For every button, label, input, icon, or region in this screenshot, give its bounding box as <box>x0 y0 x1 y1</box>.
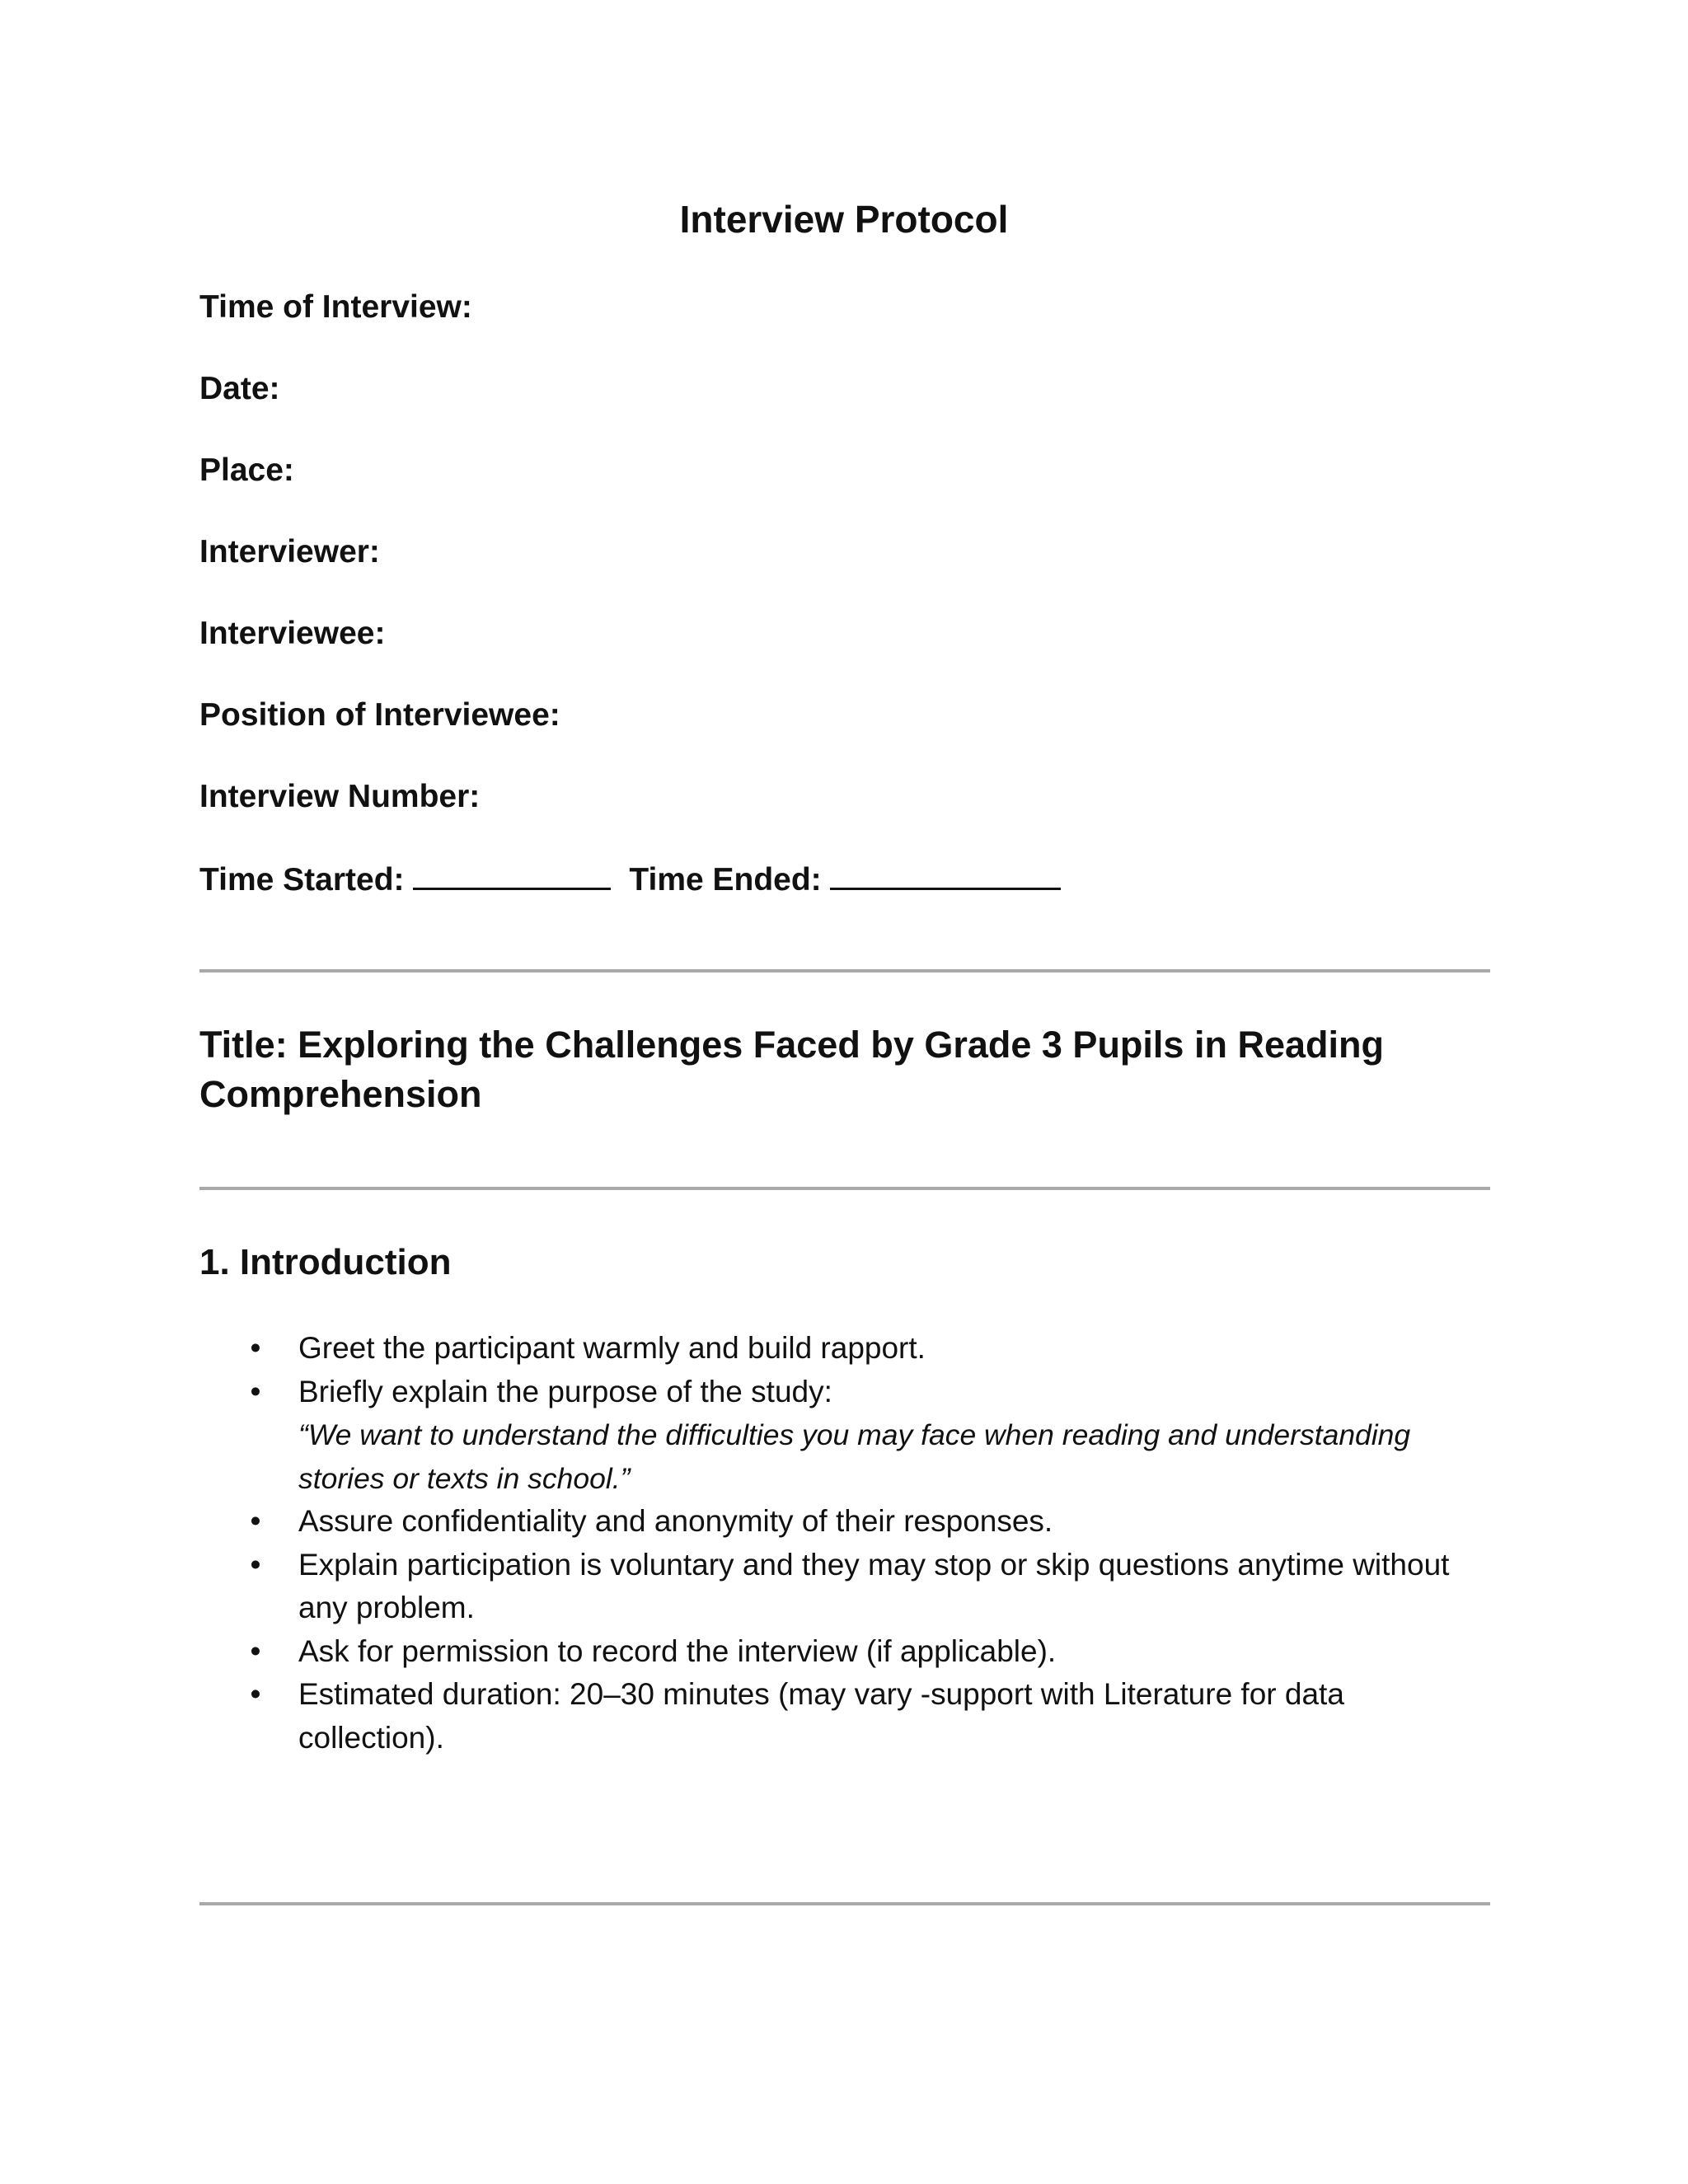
bullet-icon: • <box>250 1677 261 1711</box>
bullet-icon: • <box>250 1547 261 1582</box>
time-started-label: Time Started: <box>199 862 405 898</box>
list-item-text: Briefly explain the purpose of the study: <box>298 1374 832 1408</box>
bullet-icon: • <box>250 1633 261 1668</box>
list-item-text: Estimated duration: 20–30 minutes (may vary -support with Literature for data collection). <box>298 1677 1344 1755</box>
field-time-of-interview: Time of Interview: <box>199 289 472 325</box>
list-item-text: Explain participation is voluntary and they may stop or skip questions anytime without any problem. <box>298 1547 1450 1624</box>
list-item <box>199 1673 1493 1760</box>
introduction-list <box>199 1327 1493 1760</box>
divider-3 <box>199 1902 1490 1905</box>
field-place: Place: <box>199 452 294 488</box>
bullet-icon: • <box>250 1504 261 1538</box>
section-heading-introduction: 1. Introduction <box>199 1242 452 1282</box>
field-position-of-interviewee: Position of Interviewee: <box>199 697 560 733</box>
list-item-text: Greet the participant warmly and build rapport. <box>298 1331 926 1365</box>
list-item <box>199 1500 1493 1544</box>
field-interviewee: Interviewee: <box>199 616 386 651</box>
field-date: Date: <box>199 371 280 406</box>
time-ended-label: Time Ended: <box>629 862 822 898</box>
field-interviewer: Interviewer: <box>199 534 380 569</box>
list-item-text: Assure confidentiality and anonymity of their responses. <box>298 1504 1053 1538</box>
document-title: Interview Protocol <box>679 198 1009 241</box>
study-title: Title: Exploring the Challenges Faced by Grade 3 Pupils in Reading Comprehension <box>199 1024 1384 1115</box>
field-interview-number: Interview Number: <box>199 779 481 814</box>
divider-2 <box>199 1187 1490 1190</box>
list-item <box>199 1327 1493 1371</box>
bullet-icon: • <box>250 1374 261 1408</box>
list-item <box>199 1371 1493 1501</box>
time-ended-blank <box>830 858 1061 890</box>
list-item-text: Ask for permission to record the interview (if applicable). <box>298 1633 1057 1668</box>
timing-row <box>199 858 1061 901</box>
bullet-icon: • <box>250 1331 261 1365</box>
list-item <box>199 1544 1493 1630</box>
purpose-quote: “We want to understand the difficulties you may face when reading and understanding stories or texts in school.” <box>298 1418 1411 1495</box>
time-started-blank <box>413 858 611 890</box>
divider-1 <box>199 969 1490 972</box>
list-item <box>199 1630 1493 1674</box>
